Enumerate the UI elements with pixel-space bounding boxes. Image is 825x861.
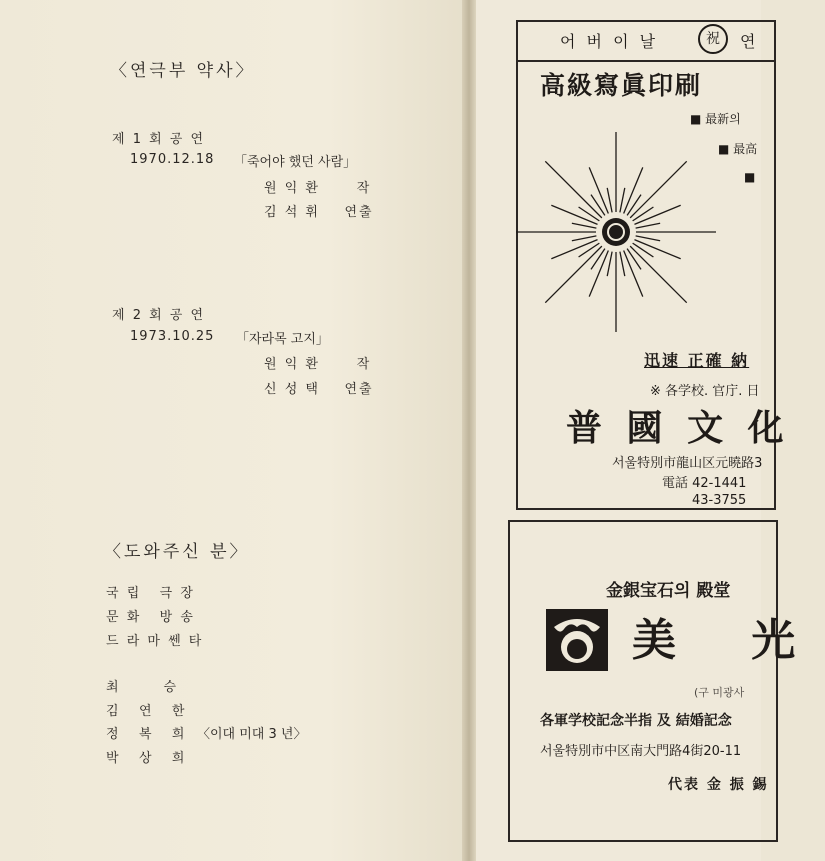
performance-2-date: 1973.10.25 bbox=[130, 329, 215, 344]
ad-slogan: 迅速 正確 納 bbox=[644, 351, 750, 370]
performance-1-number: 제 1 회 공 연 bbox=[112, 132, 206, 147]
performance-2-number: 제 2 회 공 연 bbox=[112, 308, 206, 323]
history-heading: 〈연극부 약사〉 bbox=[110, 61, 256, 81]
ad-jewelry-representative: 代表 金 振 錫 bbox=[668, 777, 769, 793]
ad-jewelry-sub: (구 미광사 bbox=[694, 686, 745, 699]
ad-phone-2: 43-3755 bbox=[692, 493, 747, 508]
performance-1-director: 김 석 휘 연출 bbox=[264, 205, 374, 220]
ad-jewelry-tagline: 金銀宝石의 殿堂 bbox=[606, 581, 731, 601]
ad-jewelry-address: 서울特別市中区南大門路4街20-11 bbox=[540, 744, 742, 759]
ad-headline: 高級寫眞印刷 bbox=[540, 71, 703, 100]
performance-1-playwright: 원 익 환 작 bbox=[264, 181, 372, 196]
performance-2-director: 신 성 택 연출 bbox=[264, 382, 374, 397]
ad-bullet-3: ■ bbox=[744, 170, 756, 184]
page-fold bbox=[462, 0, 476, 861]
helper-org-1: 국 립 극 장 bbox=[106, 586, 195, 601]
starburst-logo-icon bbox=[516, 92, 761, 337]
ad-top-text: 어 버 이 날 bbox=[560, 32, 659, 51]
helper-person-2: 김 연 한 bbox=[106, 704, 187, 719]
ad-top-text-tail: 연 bbox=[740, 32, 756, 51]
ad-company-name: 普 國 文 化 bbox=[566, 407, 790, 449]
jewelry-logo-icon bbox=[546, 609, 608, 671]
ad-jewelry-service: 各軍学校記念半指 及 結婚記念 bbox=[540, 713, 732, 729]
ad-bullet-2: ■ 最高 bbox=[718, 142, 758, 156]
ad-address: 서울特別市龍山区元曉路3 bbox=[612, 456, 763, 471]
helper-person-1: 최 승 bbox=[106, 680, 179, 695]
helper-person-3: 정 복 희 bbox=[106, 727, 187, 742]
performance-1-date: 1970.12.18 bbox=[130, 152, 215, 167]
helper-person-3-note: 〈이대 미대 3 년〉 bbox=[197, 727, 307, 742]
ad-note: ※ 各学校. 官庁. 日 bbox=[650, 384, 760, 399]
helper-org-3: 드 라 마 쎈 타 bbox=[106, 634, 204, 649]
performance-2-title: 「자라목 고지」 bbox=[236, 332, 329, 347]
helpers-heading: 〈도와주신 분〉 bbox=[104, 542, 250, 562]
helper-org-2: 문 화 방 송 bbox=[106, 610, 195, 625]
performance-1-title: 「죽어야 했던 사람」 bbox=[234, 155, 357, 170]
ad-jewelry-name: 美 光 bbox=[632, 615, 825, 666]
ad-phone-1: 電話 42-1441 bbox=[662, 476, 747, 491]
ad-bullet-1: ■ 最新의 bbox=[690, 112, 741, 126]
performance-2-playwright: 원 익 환 작 bbox=[264, 357, 372, 372]
helper-person-4: 박 상 희 bbox=[106, 751, 187, 766]
seal-icon: 祝 bbox=[698, 24, 728, 54]
